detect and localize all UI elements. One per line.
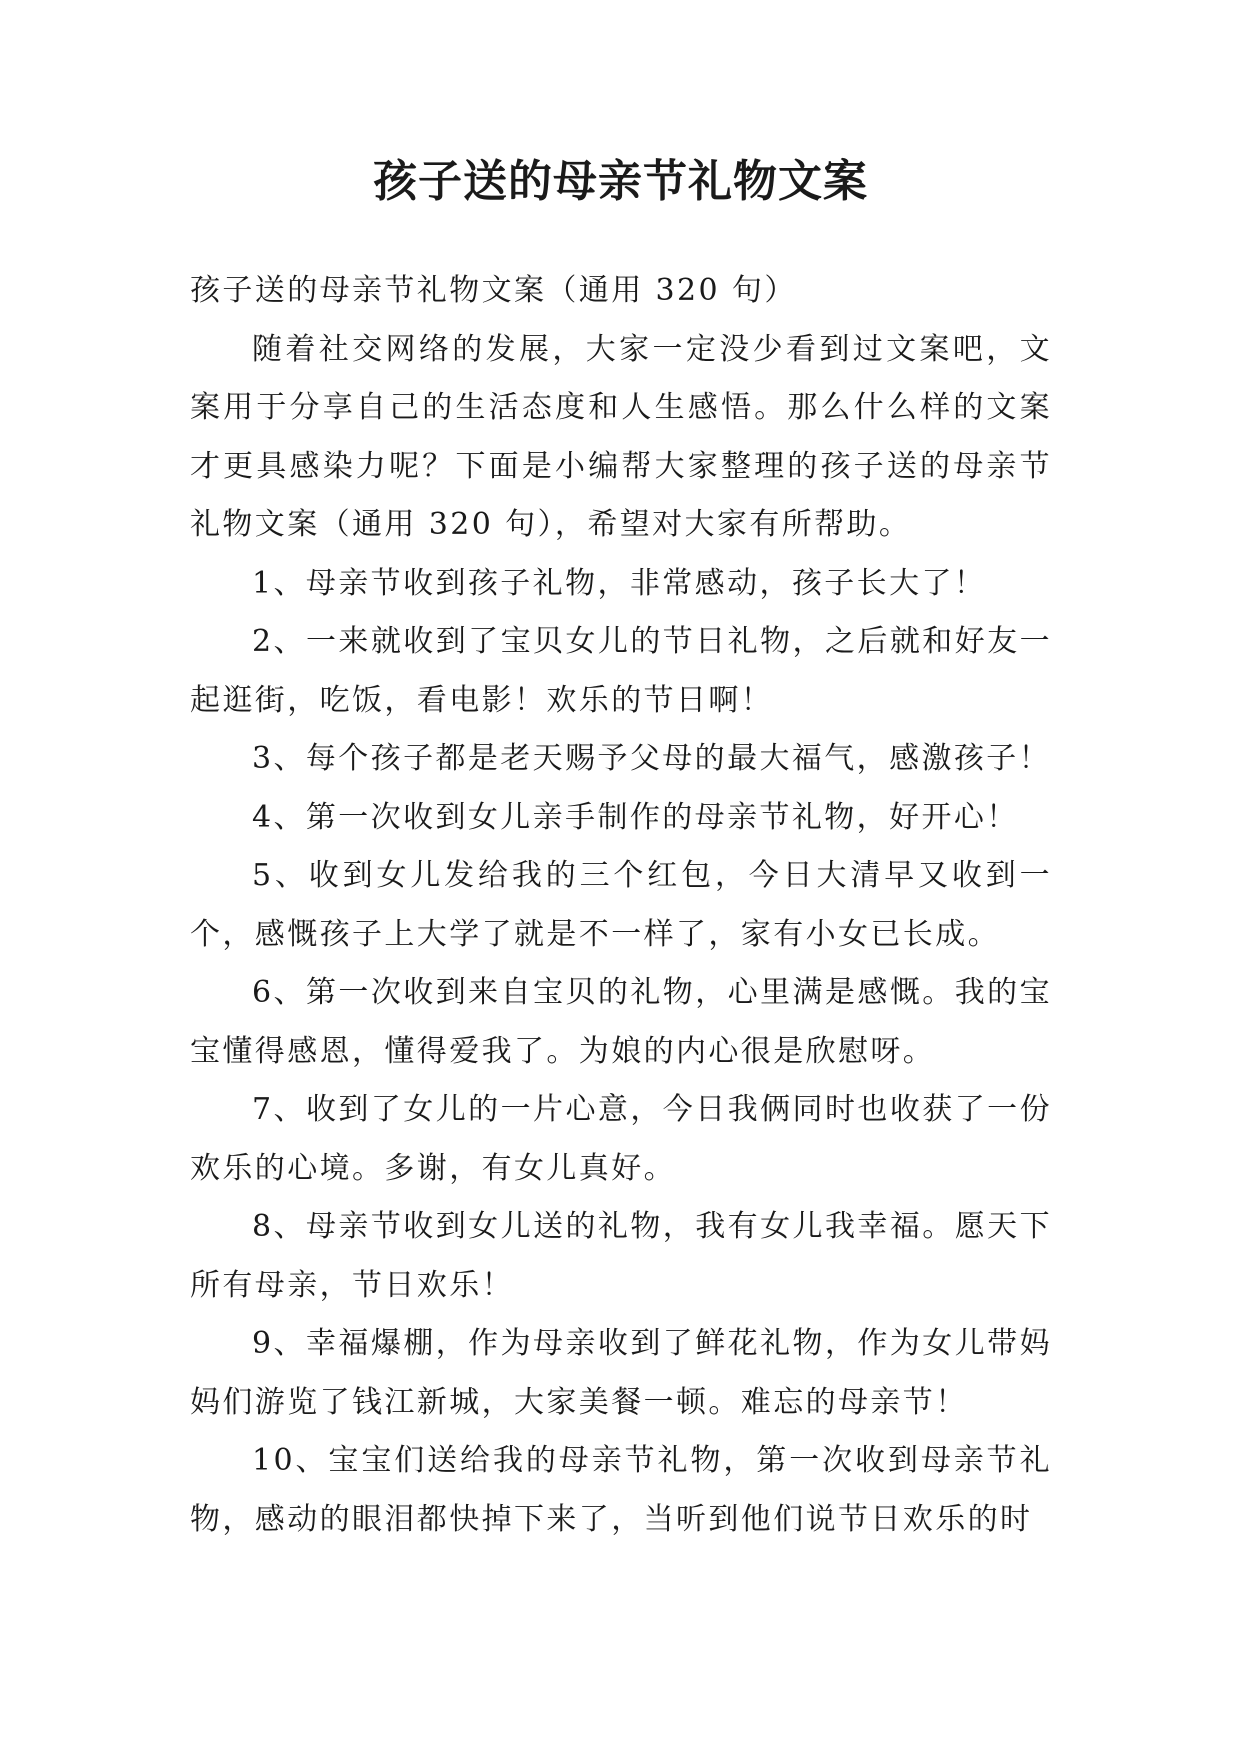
list-item: 9、幸福爆棚，作为母亲收到了鲜花礼物，作为女儿带妈妈们游览了钱江新城，大家美餐一顿。难忘的母亲节！: [190, 1326, 1052, 1420]
document-subtitle: 孩子送的母亲节礼物文案（通用 320 句）: [190, 273, 797, 308]
intro-paragraph: 随着社交网络的发展，大家一定没少看到过文案吧，文案用于分享自己的生活态度和人生感悟。那么什么样的文案才更具感染力呢？下面是小编帮大家整理的孩子送的母亲节礼物文案（通用 320 句），希望对大家有所帮助。: [190, 331, 1052, 542]
list-item: 2、一来就收到了宝贝女儿的节日礼物，之后就和好友一起逛街，吃饭，看电影！欢乐的节日啊！: [190, 624, 1052, 718]
list-item: 8、母亲节收到女儿送的礼物，我有女儿我幸福。愿天下所有母亲，节日欢乐！: [190, 1209, 1052, 1303]
list-item: 6、第一次收到来自宝贝的礼物，心里满是感慨。我的宝宝懂得感恩，懂得爱我了。为娘的内心很是欣慰呀。: [190, 975, 1052, 1069]
list-item: 4、第一次收到女儿亲手制作的母亲节礼物，好开心！: [252, 799, 1019, 835]
document-title: 孩子送的母亲节礼物文案: [373, 156, 868, 207]
list-item: 10、宝宝们送给我的母亲节礼物，第一次收到母亲节礼物，感动的眼泪都快掉下来了，当听到他们说节日欢乐的时: [190, 1443, 1052, 1537]
list-item: 7、收到了女儿的一片心意，今日我俩同时也收获了一份欢乐的心境。多谢，有女儿真好。: [190, 1092, 1052, 1186]
list-item: 1、母亲节收到孩子礼物，非常感动，孩子长大了！: [252, 565, 987, 601]
document-body: [190, 262, 1052, 1549]
list-item: 5、收到女儿发给我的三个红包，今日大清早又收到一个，感慨孩子上大学了就是不一样了，家有小女已长成。: [190, 858, 1052, 952]
list-item: 3、每个孩子都是老天赐予父母的最大福气，感激孩子！: [252, 741, 1052, 776]
